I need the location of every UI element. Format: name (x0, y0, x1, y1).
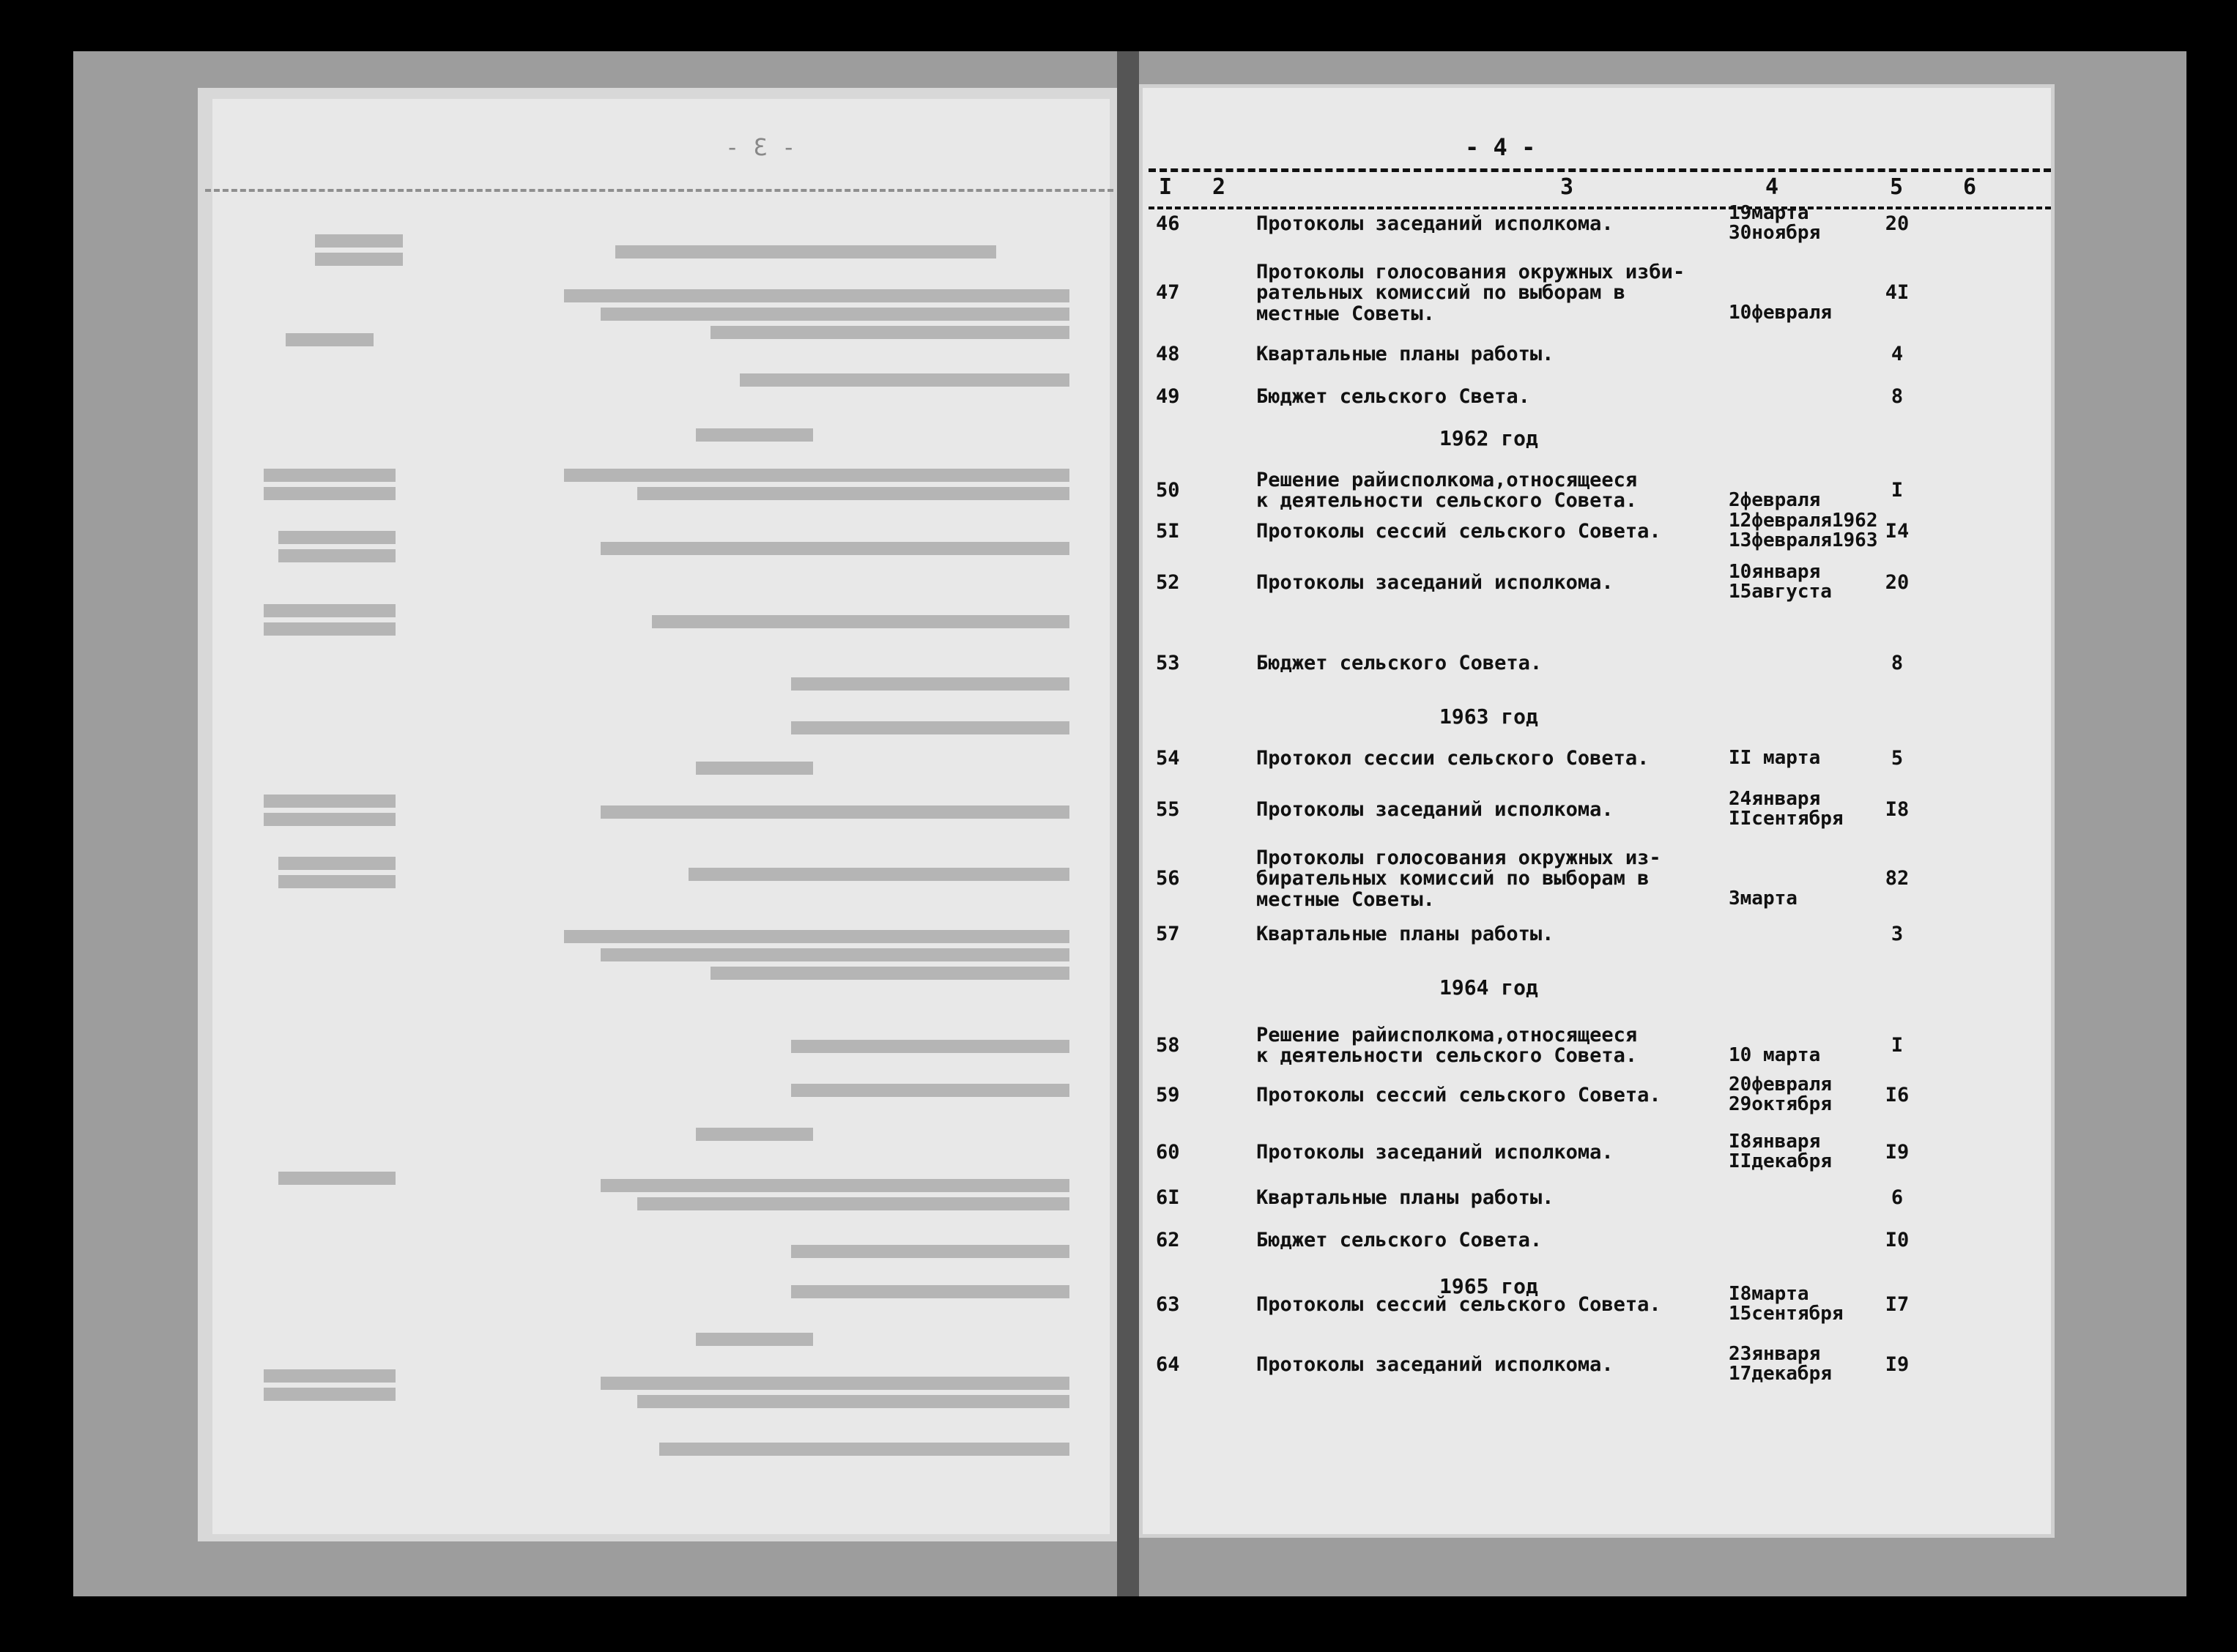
row-count: I8 (1885, 798, 1910, 821)
bleed-through-lines (220, 220, 1099, 1465)
row-number: 5I (1156, 520, 1180, 543)
row-title: Квартальные планы работы. (1256, 1186, 1554, 1209)
row-number: 60 (1156, 1141, 1180, 1164)
row-number: 63 (1156, 1293, 1180, 1316)
row-number: 58 (1156, 1034, 1180, 1057)
row-title: Квартальные планы работы. (1256, 343, 1554, 365)
row-number: 53 (1156, 652, 1180, 674)
row-date: I8января IIдекабря (1729, 1131, 1832, 1173)
row-number: 64 (1156, 1353, 1180, 1376)
row-title: Протоколы голосования окружных изби- рательных комиссий по выборам в местные Советы. (1256, 261, 1685, 325)
row-date: 10февраля (1729, 302, 1832, 324)
book-spine (1117, 51, 1139, 1596)
column-header-5: 5 (1890, 174, 1904, 200)
year-heading: 1963 год (1439, 704, 1538, 729)
row-count: 8 (1891, 652, 1904, 674)
left-page-number: - 3 - (725, 133, 796, 161)
row-number: 54 (1156, 747, 1180, 770)
row-title: Протокол сессии сельского Совета. (1256, 747, 1650, 770)
column-header-6: 6 (1963, 174, 1977, 200)
row-count: 20 (1885, 212, 1910, 235)
row-number: 47 (1156, 281, 1180, 304)
row-count: 5 (1891, 747, 1904, 770)
row-count: 8 (1891, 385, 1904, 408)
column-header-1: I (1159, 174, 1173, 200)
header-rule-bottom (1149, 206, 2051, 209)
row-date: 20февраля 29октября (1729, 1074, 1832, 1116)
row-title: Протоколы сессий сельского Совета. (1256, 1084, 1661, 1106)
row-number: 48 (1156, 343, 1180, 365)
column-header-2: 2 (1212, 174, 1226, 200)
year-heading: 1962 год (1439, 426, 1538, 450)
row-date: 2февраля (1729, 489, 1821, 511)
row-count: 82 (1885, 867, 1910, 890)
row-number: 46 (1156, 212, 1180, 235)
row-count: I (1891, 479, 1904, 502)
row-number: 55 (1156, 798, 1180, 821)
page-number: - 4 - (1465, 133, 1536, 161)
bleed-through-text (220, 220, 1099, 1465)
row-date: I8марта 15сентября (1729, 1283, 1844, 1325)
row-date: 10января 15августа (1729, 561, 1832, 603)
row-count: I0 (1885, 1229, 1910, 1251)
row-title: Протоколы заседаний исполкома. (1256, 1141, 1614, 1164)
header-rule-top (1149, 168, 2051, 172)
row-count: I (1891, 1034, 1904, 1057)
row-date: 19марта 30ноября (1729, 202, 1821, 245)
row-date: 12февраля1962 13февраля1963 (1729, 510, 1878, 552)
row-title: Протоколы заседаний исполкома. (1256, 571, 1614, 594)
row-count: 4 (1891, 343, 1904, 365)
row-number: 57 (1156, 923, 1180, 945)
row-date: II марта (1729, 747, 1821, 769)
row-title: Решение райисполкома,относящееся к деятельности сельского Совета. (1256, 1024, 1638, 1068)
row-count: I4 (1885, 520, 1910, 543)
column-header-3: 3 (1560, 174, 1574, 200)
year-heading: 1964 год (1439, 975, 1538, 1000)
row-number: 50 (1156, 479, 1180, 502)
row-count: 4I (1885, 281, 1910, 304)
row-title: Протоколы сессий сельского Совета. (1256, 520, 1661, 543)
row-number: 59 (1156, 1084, 1180, 1106)
row-number: 56 (1156, 867, 1180, 890)
row-title: Протоколы заседаний исполкома. (1256, 1353, 1614, 1376)
row-number: 52 (1156, 571, 1180, 594)
left-header-rule (205, 189, 1113, 192)
row-date: 3марта (1729, 888, 1798, 909)
row-count: 3 (1891, 923, 1904, 945)
row-count: I9 (1885, 1353, 1910, 1376)
row-count: 6 (1891, 1186, 1904, 1209)
row-title: Бюджет сельского Совета. (1256, 652, 1543, 674)
row-title: Протоколы заседаний исполкома. (1256, 212, 1614, 235)
row-date: 24января IIсентября (1729, 788, 1844, 830)
row-date: 10 марта (1729, 1044, 1821, 1066)
year-heading: 1965 год (1439, 1274, 1538, 1298)
row-number: 62 (1156, 1229, 1180, 1251)
row-title: Решение райисполкома,относящееся к деятельности сельского Совета. (1256, 469, 1638, 513)
row-count: I7 (1885, 1293, 1910, 1316)
row-title: Протоколы голосования окружных из- бирательных комиссий по выборам в местные Советы. (1256, 847, 1661, 911)
row-number: 49 (1156, 385, 1180, 408)
row-title: Квартальные планы работы. (1256, 923, 1554, 945)
row-count: I9 (1885, 1141, 1910, 1164)
row-count: I6 (1885, 1084, 1910, 1106)
column-header-4: 4 (1765, 174, 1779, 200)
row-date: 23января 17декабря (1729, 1343, 1832, 1385)
row-title: Бюджет сельского Света. (1256, 385, 1530, 408)
row-title: Протоколы сессий сельского Совета. (1256, 1293, 1661, 1316)
row-count: 20 (1885, 571, 1910, 594)
row-number: 6I (1156, 1186, 1180, 1209)
row-title: Протоколы заседаний исполкома. (1256, 798, 1614, 821)
row-title: Бюджет сельского Совета. (1256, 1229, 1543, 1251)
